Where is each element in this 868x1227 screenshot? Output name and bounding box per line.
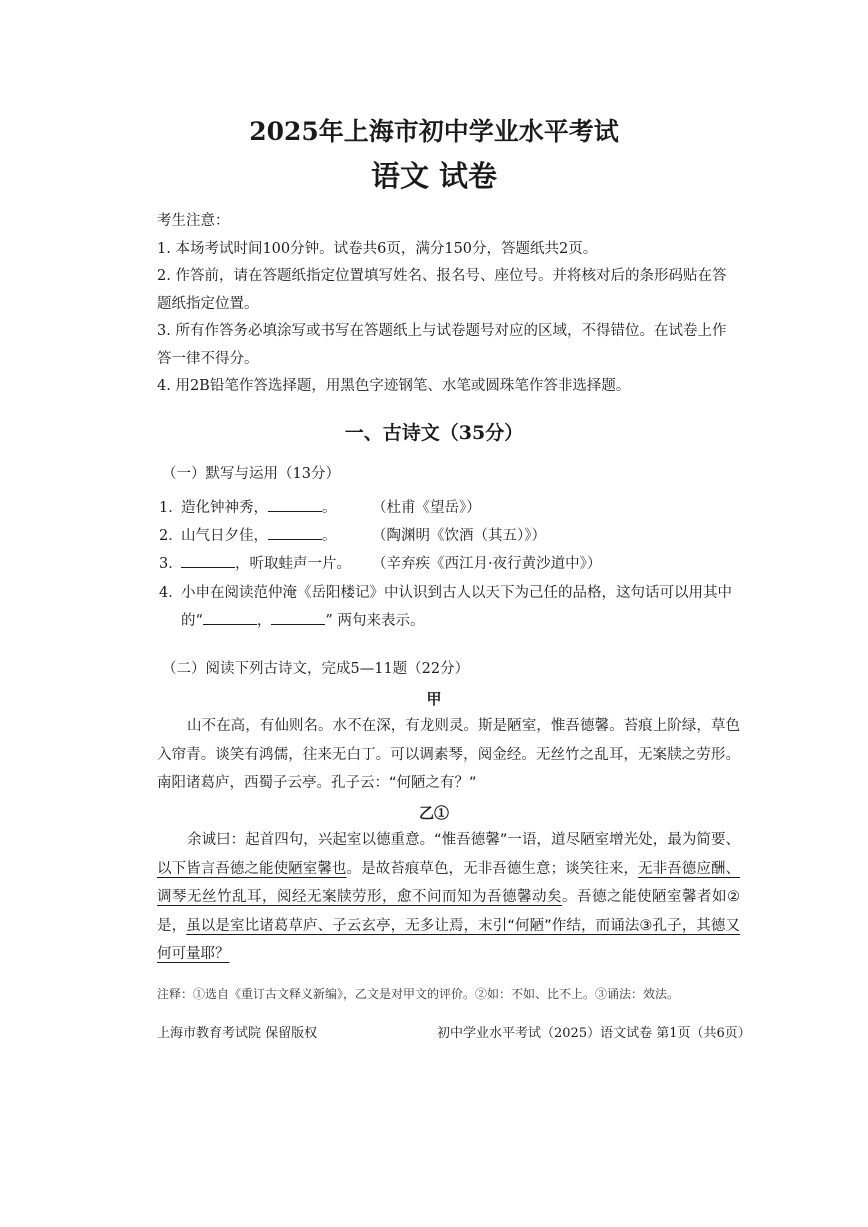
underlined-segment: 虽以是室比诸葛草庐、子云玄亭，无多让焉，末引“何陋”作结，而诵法③孔子，其德又何可量耶？ xyxy=(157,917,740,962)
notice-item: 2. 作答前，请在答题纸指定位置填写姓名、报名号、座位号。并将核对后的条形码贴在答题纸指定位置。 xyxy=(157,268,727,312)
section-title: 一、古诗文（35分） xyxy=(344,422,524,444)
footer-page-info: 初中学业水平考试（2025）语文试卷 第1页（共6页） xyxy=(437,1026,751,1041)
passage-yi xyxy=(157,826,740,969)
question-text: 山气日夕佳， xyxy=(181,528,268,544)
notices-heading: 考生注意： xyxy=(157,213,230,229)
question-text: 。 xyxy=(322,528,337,544)
question-number: 4． xyxy=(159,585,183,601)
answer-blank xyxy=(271,610,325,625)
passage-segment: 。吾德之能使陋室馨者如②是， xyxy=(157,889,740,934)
question-4 xyxy=(159,581,732,602)
passage-segment: 。是故苔痕草色，无非吾德生意；谈笑往来， xyxy=(346,860,639,877)
passage-segment: 余诚曰：起首四句，兴起室以德重意。“惟吾德馨”一语，道尽陋室增光处，最为简要、 xyxy=(187,832,740,848)
annotation-note: 注释：①选自《重订古文释义新编》，乙文是对甲文的评价。②如：不如、比不上。③诵法：效法。 xyxy=(157,987,680,1001)
exam-title: 2025年上海市初中学业水平考试 xyxy=(249,117,619,146)
paper-title: 语文 试卷 xyxy=(370,159,498,193)
question-text: 小申在阅读范仲淹《岳阳楼记》中认识到古人以天下为己任的品格，这句话可以用其中 xyxy=(181,585,732,601)
notice-item: 3. 所有作答务必填涂写或书写在答题纸上与试卷题号对应的区域，不得错位。在试卷上作答一律不得分。 xyxy=(157,323,727,367)
question-number: 3． xyxy=(159,556,183,572)
question-4-continued xyxy=(181,609,424,630)
question-1 xyxy=(159,496,481,517)
part1-title: （一）默写与运用（13分） xyxy=(162,466,340,482)
question-2 xyxy=(159,524,546,545)
answer-blank xyxy=(268,497,322,512)
underlined-segment: 以下皆言吾德之能使陋室馨也 xyxy=(157,860,347,877)
answer-blank xyxy=(203,610,257,625)
passage-label-yi: 乙① xyxy=(418,804,449,822)
answer-blank xyxy=(181,553,235,568)
answer-blank xyxy=(268,525,322,540)
question-text: ， xyxy=(256,613,272,629)
question-number: 1． xyxy=(159,500,183,516)
notice-item: 4. 用2B铅笔作答选择题，用黑色字迹钢笔、水笔或圆珠笔作答非选择题。 xyxy=(157,378,631,394)
question-source: （杜甫《望岳》） xyxy=(372,500,481,516)
question-text: ” 两句来表示。 xyxy=(325,613,425,629)
question-source: （辛弃疾《西江月·夜行黄沙道中》） xyxy=(372,556,602,572)
question-text: ，听取蛙声一片。 xyxy=(235,556,351,572)
passage-jia: 山不在高，有仙则名。水不在深，有龙则灵。斯是陋室，惟吾德馨。苔痕上阶绿，草色入帘青。谈笑有鸿儒，往来无白丁。可以调素琴，阅金经。无丝竹之乱耳，无案牍之劳形。南阳诸葛庐，西蜀子云亭。孔子云：“何陋之有？” xyxy=(157,718,740,791)
question-text: 造化钟神秀， xyxy=(181,500,268,516)
notice-item: 1. 本场考试时间100分钟。试卷共6页，满分150分，答题纸共2页。 xyxy=(157,240,598,257)
candidate-notices xyxy=(157,208,737,401)
question-3 xyxy=(159,552,602,573)
passage-label-jia: 甲 xyxy=(426,690,442,708)
part2-title: （二）阅读下列古诗文，完成5—11题（22分） xyxy=(162,661,470,677)
underlined-segment: 无非吾德应酬、调琴无丝竹乱耳，阅经无案牍劳形，愈不问而知为吾德馨动矣 xyxy=(157,860,741,905)
question-source: （陶渊明《饮酒（其五）》） xyxy=(372,528,546,544)
footer-publisher: 上海市教育考试院 保留版权 xyxy=(157,1026,318,1041)
question-text: 。 xyxy=(322,500,337,516)
question-number: 2． xyxy=(159,528,183,544)
question-text: 的“ xyxy=(181,613,203,629)
